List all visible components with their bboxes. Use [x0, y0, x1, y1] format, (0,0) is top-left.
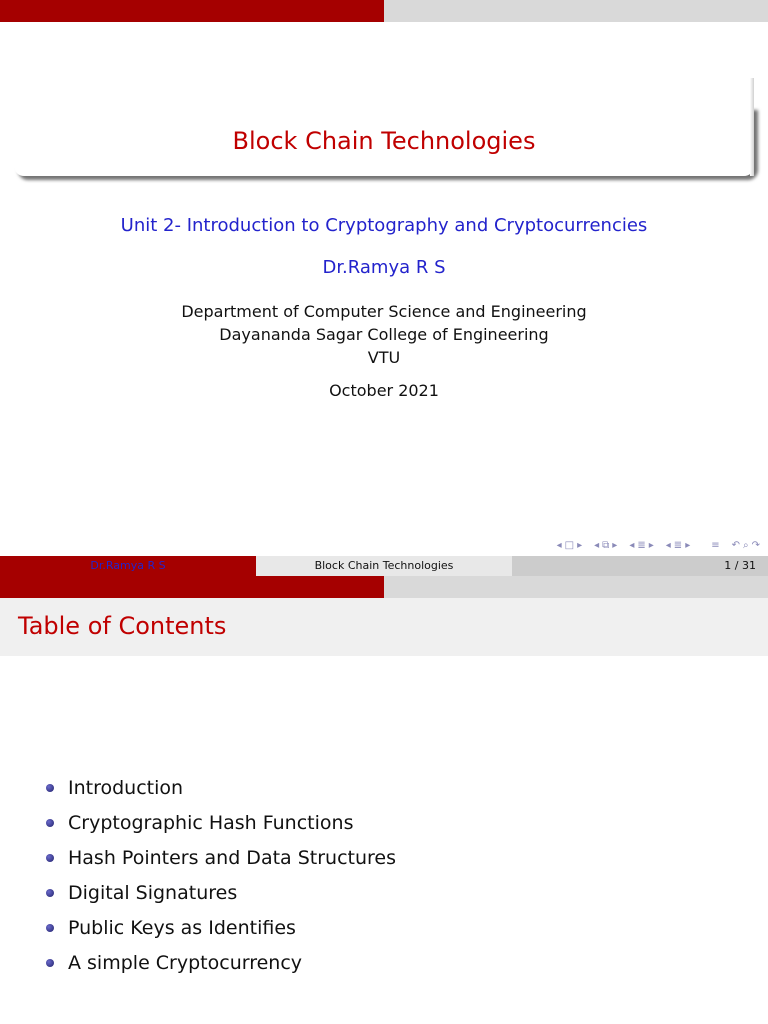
redo-icon[interactable]: ↷: [751, 539, 760, 551]
institute-line: VTU: [367, 348, 401, 367]
author-name: Dr.Ramya R S: [322, 257, 446, 278]
nav-next-icon[interactable]: ▸: [577, 539, 583, 551]
bullet-icon: [46, 854, 54, 862]
nav-prev-icon[interactable]: ◂: [594, 539, 600, 551]
nav-prev-icon[interactable]: ◂: [629, 539, 635, 551]
toc-item-label: Cryptographic Hash Functions: [68, 811, 354, 834]
nav-next-icon[interactable]: ▸: [612, 539, 618, 551]
toc-header: [0, 598, 768, 656]
toc-list: [46, 770, 396, 980]
toc-item-digital-signatures[interactable]: [46, 875, 396, 910]
toc-title: Table of Contents: [18, 612, 227, 640]
bullet-icon: [46, 784, 54, 792]
nav-next-icon[interactable]: ▸: [685, 539, 691, 551]
top-strip-grey: [384, 0, 768, 22]
bullet-icon: [46, 819, 54, 827]
presentation-date: October 2021: [329, 381, 439, 400]
footer-title: Block Chain Technologies: [256, 556, 512, 576]
search-icon[interactable]: ⌕: [743, 539, 749, 551]
slide2-color-strip: [0, 576, 768, 598]
toc-item-simple-cryptocurrency[interactable]: [46, 945, 396, 980]
frame-icon[interactable]: □: [564, 539, 575, 551]
beamer-navigation-bar: [557, 537, 760, 553]
title-box: [14, 106, 754, 176]
main-title: Block Chain Technologies: [232, 127, 536, 155]
top-strip-red: [0, 0, 384, 22]
toc-item-label: Digital Signatures: [68, 881, 238, 904]
toc-item-hash-functions[interactable]: [46, 805, 396, 840]
footer-author: Dr.Ramya R S: [0, 556, 256, 576]
nav-prev-icon[interactable]: ◂: [665, 539, 671, 551]
footer-page-number: 1 / 31: [512, 556, 768, 576]
bullet-icon: [46, 959, 54, 967]
subsection-icon[interactable]: ⧉: [602, 539, 610, 551]
nav-next-icon[interactable]: ▸: [648, 539, 654, 551]
toc-item-introduction[interactable]: [46, 770, 396, 805]
slide2-strip-grey: [384, 576, 768, 598]
slide2-strip-red: [0, 576, 384, 598]
bullet-icon: [46, 924, 54, 932]
toc-item-label: Introduction: [68, 776, 184, 799]
institute-block: [0, 300, 768, 369]
subtitle: Unit 2- Introduction to Cryptography and Cryptocurrencies: [120, 215, 648, 236]
toc-item-public-keys[interactable]: [46, 910, 396, 945]
toc-item-label: A simple Cryptocurrency: [68, 951, 303, 974]
toc-item-hash-pointers[interactable]: [46, 840, 396, 875]
institute-line: Department of Computer Science and Engineering: [181, 302, 587, 321]
nav-prev-icon[interactable]: ◂: [556, 539, 562, 551]
toc-item-label: Hash Pointers and Data Structures: [68, 846, 397, 869]
section-icon[interactable]: ≣: [673, 539, 683, 551]
section-icon[interactable]: ≣: [637, 539, 646, 551]
bullet-icon: [46, 889, 54, 897]
top-color-strip: [0, 0, 768, 22]
slide-footer: [0, 556, 768, 576]
institute-line: Dayananda Sagar College of Engineering: [219, 325, 549, 344]
toc-item-label: Public Keys as Identifies: [68, 916, 296, 939]
align-icon[interactable]: ≡: [711, 539, 720, 551]
undo-icon[interactable]: ↶: [731, 539, 740, 551]
